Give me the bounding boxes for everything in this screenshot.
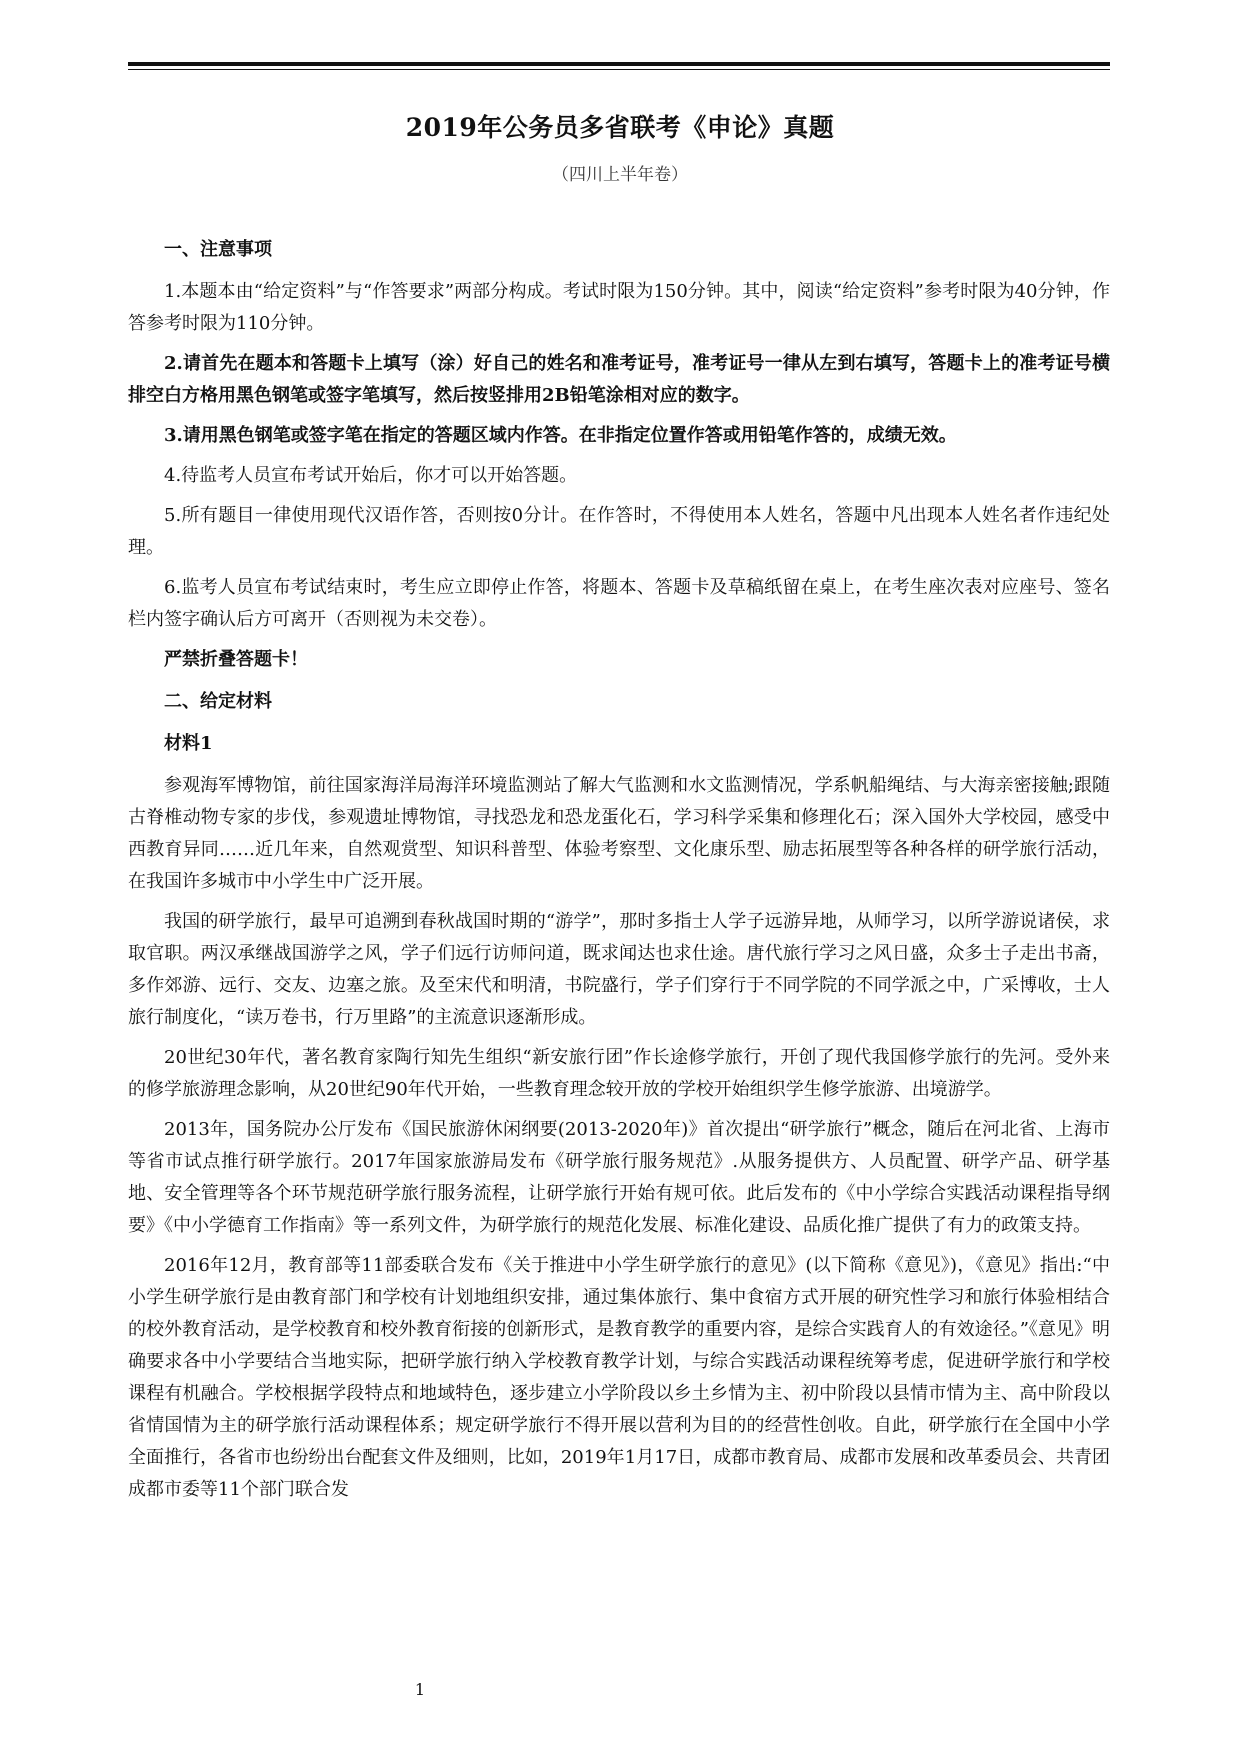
notice-item-6: 6.监考人员宣布考试结束时，考生应立即停止作答，将题本、答题卡及草稿纸留在桌上，在考生座次表对应座号、签名栏内签字确认后方可离开（否则视为未交卷）。 xyxy=(128,577,1110,630)
page-number: 1 xyxy=(414,1680,426,1699)
material-paragraph-4: 2013年，国务院办公厅发布《国民旅游休闲纲要(2013-2020年)》首次提出“研学旅行”概念，随后在河北省、上海市等省市试点推行研学旅行。2017年国家旅游局发布《研学旅行服务规范》.从服务提供方、人员配置、研学产品、研学基地、安全管理等各个环节规范研学旅行服务流程，让研学旅行开始有规可依。此后发布的《中小学综合实践活动课程指导纲要》《中小学德育工作指南》等一系列文件，为研学旅行的规范化发展、标准化建设、品质化推广提供了有力的政策支持。 xyxy=(128,1119,1110,1236)
document-body xyxy=(128,234,1110,1514)
notice-item-1: 1.本题本由“给定资料”与“作答要求”两部分构成。考试时限为150分钟。其中，阅读“给定资料”参考时限为40分钟，作答参考时限为110分钟。 xyxy=(128,281,1110,334)
material-paragraph-1: 参观海军博物馆，前往国家海洋局海洋环境监测站了解大气监测和水文监测情况，学系帆船绳结、与大海亲密接触;跟随古脊椎动物专家的步伐，参观遗址博物馆，寻找恐龙和恐龙蛋化石，学习科学采集和修理化石；深入国外大学校园，感受中西教育异同……近几年来，自然观赏型、知识科普型、体验考察型、文化康乐型、励志拓展型等各种各样的研学旅行活动，在我国许多城市中小学生中广泛开展。 xyxy=(128,775,1110,892)
material-paragraph-2: 我国的研学旅行，最早可追溯到春秋战国时期的“游学”，那时多指士人学子远游异地，从师学习，以所学游说诸侯，求取官职。两汉承继战国游学之风，学子们远行访师问道，既求闻达也求仕途。唐代旅行学习之风日盛，众多士子走出书斋，多作郊游、远行、交友、边塞之旅。及至宋代和明清，书院盛行，学子们穿行于不同学院的不同学派之中，广采博收，士人旅行制度化，“读万卷书，行万里路”的主流意识逐渐形成。 xyxy=(128,911,1110,1028)
document-subtitle: （四川上半年卷） xyxy=(552,165,688,185)
material-paragraph-5: 2016年12月，教育部等11部委联合发布《关于推进中小学生研学旅行的意见》(以下简称《意见》)，《意见》指出:“中小学生研学旅行是由教育部门和学校有计划地组织安排，通过集体旅行、集中食宿方式开展的研究性学习和旅行体验相结合的校外教育活动，是学校教育和校外教育衔接的创新形式，是教育教学的重要内容，是综合实践育人的有效途径。”《意见》明确要求各中小学要结合当地实际，把研学旅行纳入学校教育教学计划，与综合实践活动课程统筹考虑，促进研学旅行和学校课程有机融合。学校根据学段特点和地域特色，逐步建立小学阶段以乡土乡情为主、初中阶段以县情市情为主、高中阶段以省情国情为主的研学旅行活动课程体系；规定研学旅行不得开展以营利为目的的经营性创收。自此，研学旅行在全国中小学全面推行，各省市也纷纷出台配套文件及细则，比如，2019年1月17日，成都市教育局、成都市发展和改革委员会、共青团成都市委等11个部门联合发 xyxy=(128,1255,1110,1500)
warning-text: 严禁折叠答题卡！ xyxy=(164,649,308,670)
section-heading-notices: 一、注意事项 xyxy=(164,239,272,260)
material-label: 材料1 xyxy=(164,733,213,754)
header-rule-thick xyxy=(128,62,1110,66)
notice-item-3: 3.请用黑色钢笔或签字笔在指定的答题区域内作答。在非指定位置作答或用铅笔作答的，成绩无效。 xyxy=(164,425,957,446)
notice-item-2: 2.请首先在题本和答题卡上填写（涂）好自己的姓名和准考证号，准考证号一律从左到右填写，答题卡上的准考证号横排空白方格用黑色钢笔或签字笔填写，然后按竖排用2B铅笔涂相对应的数字。 xyxy=(128,353,1110,406)
document-title: 2019年公务员多省联考《申论》真题 xyxy=(405,113,835,142)
material-paragraph-3: 20世纪30年代，著名教育家陶行知先生组织“新安旅行团”作长途修学旅行，开创了现代我国修学旅行的先河。受外来的修学旅游理念影响，从20世纪90年代开始，一些教育理念较开放的学校开始组织学生修学旅游、出境游学。 xyxy=(128,1047,1110,1100)
section-heading-materials: 二、给定材料 xyxy=(164,691,272,712)
header-rule-thin xyxy=(128,69,1110,70)
notice-item-4: 4.待监考人员宣布考试开始后，你才可以开始答题。 xyxy=(164,465,578,486)
notice-item-5: 5.所有题目一律使用现代汉语作答，否则按0分计。在作答时，不得使用本人姓名，答题中凡出现本人姓名者作违纪处理。 xyxy=(128,505,1110,558)
